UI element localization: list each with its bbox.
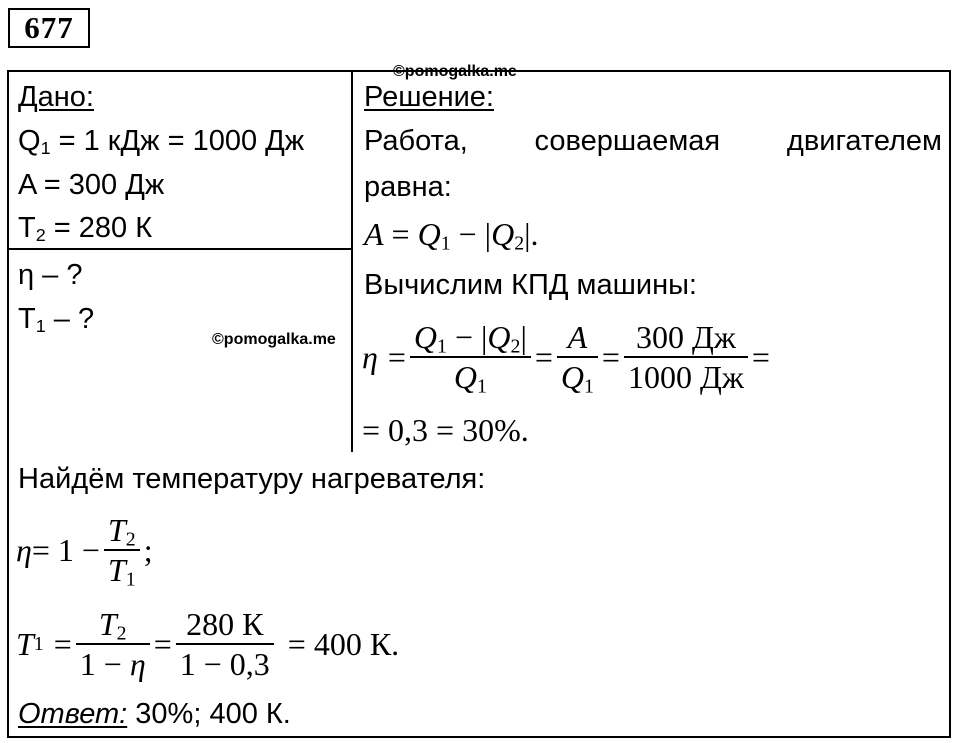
watermark-middle: ©pomogalka.me — [212, 331, 336, 348]
formula-efficiency: η = $\frac{Q_1 - |Q_2|}{Q_1}$ = $\frac{A}{Q_1}$ = $\frac{300 Дж}{1000 Дж}$ = — [362, 319, 770, 398]
fraction-values: $\frac{300 Дж}{1000 Дж}$ — [624, 318, 748, 396]
fraction-q-difference: $\frac{Q_1 - |Q_2|}{Q_1}$ — [410, 318, 531, 396]
answer-line: Ответ: 30%; 400 К. — [18, 698, 291, 730]
heater-intro: Найдём температуру нагревателя: — [18, 463, 486, 495]
fraction-a-over-q1: $\frac{A}{Q_1}$ — [557, 318, 598, 396]
fraction-t2-over-t1: $\frac{T_2}{T_1}$ — [104, 511, 140, 589]
formula-t1: T 1 = $\frac{T_2}{1 - \eta}$ = $\frac{280 К}{1 - 0,3}$ = 400 К. — [16, 606, 400, 682]
given-t2: $T_2 = 280$ К — [18, 212, 153, 245]
solution-line2: равна: — [364, 171, 452, 203]
fraction-t2-over-one-minus-eta: $\frac{T_2}{1 - \eta}$ — [76, 605, 150, 683]
find-t1: $T_1$ – ? — [18, 303, 95, 336]
solution-heading: Решение: — [364, 81, 494, 113]
problem-number: 677 — [8, 8, 90, 48]
find-eta: η – ? — [18, 259, 83, 291]
watermark-top: ©pomogalka.me — [393, 63, 517, 80]
formula-work: $A = Q_1 - |Q_2|$. — [364, 216, 539, 255]
solution-line1: Работа, совершаемая двигателем — [364, 125, 942, 157]
fraction-t1-values: $\frac{280 К}{1 - 0,3}$ — [176, 605, 274, 683]
column-divider — [351, 70, 353, 452]
given-heading: Дано: — [18, 81, 94, 113]
given-q1: $Q_1 = 1$ кДж = 1000 Дж — [18, 125, 305, 158]
given-find-divider — [7, 248, 351, 250]
given-work: A = 300 Дж — [18, 169, 165, 201]
efficiency-result: = 0,3 = 30%. — [362, 412, 529, 448]
solution-kpd-line: Вычислим КПД машины: — [364, 269, 697, 301]
formula-eta-temperatures: η = 1 − $\frac{T_2}{T_1}$ ; — [16, 512, 153, 591]
